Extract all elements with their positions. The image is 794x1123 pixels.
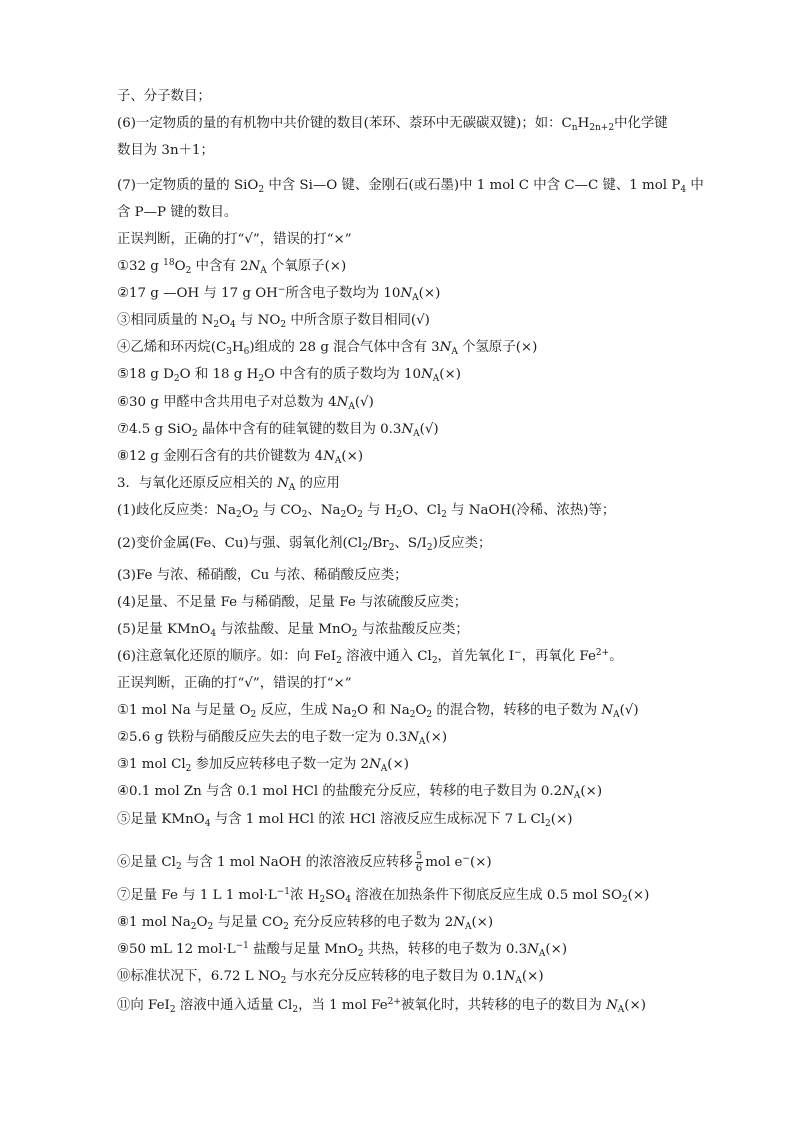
section-heading: 3．与氧化还原反应相关的 $N_A$ 的应用 [117,476,340,493]
text-line: (5)足量 KMnO$_4$ 与浓盐酸、足量 MnO$_2$ 与浓盐酸反应类； [117,622,469,639]
text-line: 数目为 3n＋1； [117,143,214,158]
text-line: (6)注意氧化还原的顺序。如：向 FeI$_2$ 溶液中通入 $Cl_2$，首先氧化 I−，再氧化 $Fe^{2+}$。 [117,648,623,666]
judgement-item: ④0.1 mol Zn 与含 0.1 mol HCl 的盐酸充分反应，转移的电子数目为 $0.2N_A(\times)$ [117,784,603,801]
judgement-item: ④乙烯和环丙烷$(C_3H_6)$组成的 28 g 混合气体中含有 $3N_A$ 个氢原子(×) [117,340,538,357]
judgement-item: ⑨50 mL 12 $mol\cdot L^{-1}$ 盐酸与足量 MnO$_2$ 共热，转移的电子数为 $0.3N_A(\times)$ [117,941,568,959]
text-line: 含 P—P 键的数目。 [117,205,238,220]
judgement-item: ⑤18 g $D_2O$ 和 18 g $H_2O$ 中含有的质子数均为 $10N_A(\times)$ [117,367,461,384]
judgement-item: ③1 mol $Cl_2$ 参加反应转移电子数一定为 $2N_A(\times)$ [117,757,409,774]
judgement-item: ⑤足量 KMnO$_4$ 与含 1 mol HCl 的浓 HCl 溶液反应生成标况下 7 L $Cl_2(\times)$ [117,812,573,829]
judgement-item: ⑦足量 Fe 与 1 L 1 $mol\cdot L^{-1}$浓 $H_2SO_4$ 溶液在加热条件下彻底反应生成 0.5 mol $SO_2(\times)$ [117,887,650,905]
text-line: (6)一定物质的量的有机物中共价键的数目(苯环、萘环中无碳碳双键)；如：$C_nH_{2n+2}$中化学键 [117,116,668,133]
text-line: 子、分子数目； [117,89,211,104]
text-line: (4)足量、不足量 Fe 与稀硝酸，足量 Fe 与浓硫酸反应类； [117,595,468,610]
judgement-item: ②17 g —OH 与 17 g OH−所含电子数均为 $10N_A(\times)$ [117,285,441,303]
judgement-item: ①1 mol Na 与足量 $O_2$ 反应，生成 $Na_2O$ 和 $Na_2O_2$ 的混合物，转移的电子数为 $N_A(√)$ [117,703,639,720]
text-line: (2)变价金属(Fe、Cu)与强、弱氧化剂($Cl_2/Br_2$、$S/I_2$)反应类； [117,536,492,553]
judgement-item: ⑧12 g 金刚石含有的共价键数为 $4N_A(\times)$ [117,449,364,466]
judgement-item: ⑥30 g 甲醛中含共用电子对总数为 $4N_A(√)$ [117,395,374,412]
text-line: (1)歧化反应类：$Na_2O_2$ 与 $CO_2$、$Na_2O_2$ 与 $H_2O$、$Cl_2$ 与 NaOH(冷稀、浓热)等； [117,503,616,520]
judgement-item: ⑥足量 $Cl_2$ 与含 1 mol NaOH 的浓溶液反应转移 $\frac{5}{6}$ mol e−(×) [117,851,492,874]
judgement-item: ⑧1 mol $Na_2O_2$ 与足量 $CO_2$ 充分反应转移的电子数为 $2N_A(\times)$ [117,915,494,932]
instruction-line: 正误判断，正确的打“√”，错误的打“×” [117,232,352,247]
judgement-item: ⑪向 FeI$_2$ 溶液中通入适量 $Cl_2$，当 1 mol $Fe^{2+}$被氧化时，共转移的电子的数目为 $N_A(\times)$ [117,997,646,1015]
judgement-item: ①32 g $^{18}O_2$ 中含有 $2N_A$ 个氧原子(×) [117,258,347,276]
judgement-item: ③相同质量的 $N_2O_4$ 与 $NO_2$ 中所含原子数目相同(√) [117,313,430,330]
instruction-line: 正误判断，正确的打“√”，错误的打“×” [117,676,352,691]
judgement-item: ⑦4.5 g SiO$_2$ 晶体中含有的硅氧键的数目为 $0.3N_A(√)$ [117,422,439,439]
judgement-item: ⑩标准状况下，6.72 L $NO_2$ 与水充分反应转移的电子数目为 $0.1N_A(\times)$ [117,969,544,986]
text-line: (3)Fe 与浓、稀硝酸，Cu 与浓、稀硝酸反应类； [117,568,408,583]
text-line: (7)一定物质的量的 SiO$_2$ 中含 Si—O 键、金刚石(或石墨)中 1 mol C 中含 C—C 键、1 mol $P_4$ 中 [117,178,704,195]
judgement-item: ②5.6 g 铁粉与硝酸反应失去的电子数一定为 $0.3N_A(\times)$ [117,730,448,747]
